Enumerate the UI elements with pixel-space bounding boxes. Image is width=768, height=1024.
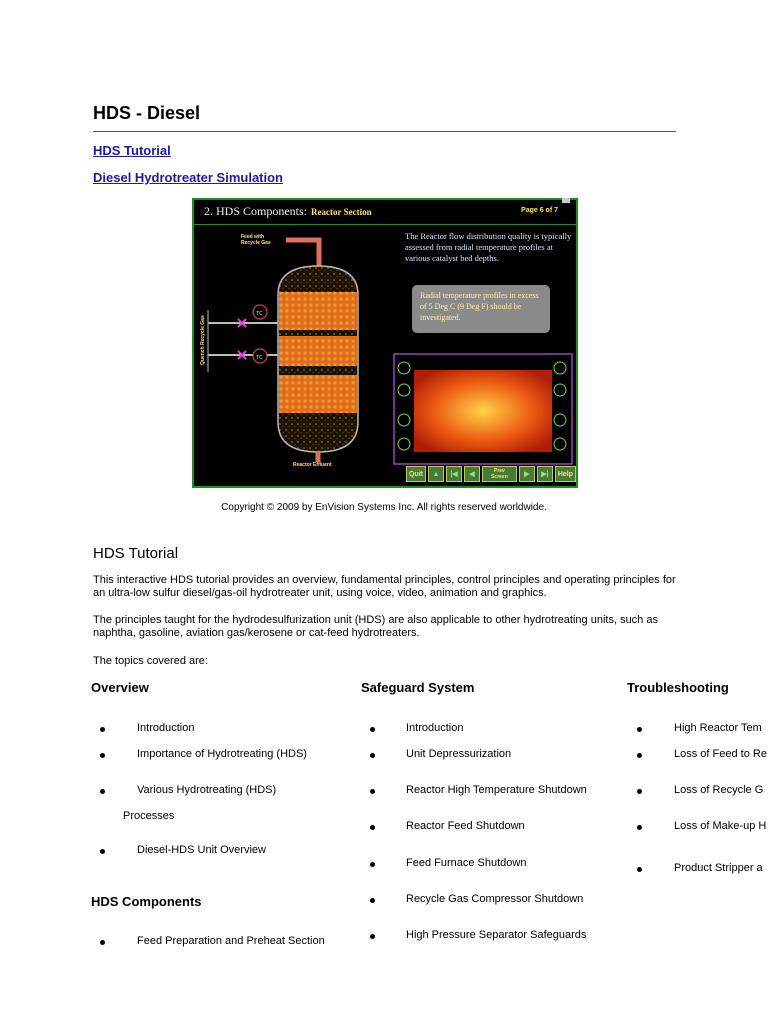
bullet	[370, 789, 375, 794]
up-button[interactable]: ▲	[428, 466, 444, 482]
safeguard-item-feed-shutdown[interactable]: Reactor Feed Shutdown	[406, 820, 525, 832]
bullet	[100, 753, 105, 758]
page-title: HDS - Diesel	[93, 103, 201, 123]
diesel-hydrotreater-simulation-link[interactable]: Diesel Hydrotreater Simulation	[93, 170, 283, 185]
overview-item-introduction[interactable]: Introduction	[137, 722, 195, 734]
topics-intro: The topics covered are:	[93, 655, 208, 667]
first-button[interactable]: |◀	[446, 466, 462, 482]
simulation-subheading: Reactor Section	[311, 207, 372, 217]
principles-paragraph: The principles taught for the hydrodesulfurization unit (HDS) are also applicable to other hydrotreating units, such as naphtha, gasoline, aviation gas/kerosene or cat-feed hydrotreaters.	[93, 614, 658, 639]
bullet	[370, 934, 375, 939]
radial-temperature-map	[414, 370, 552, 452]
safeguard-heading: Safeguard System	[361, 680, 475, 695]
overview-item-unit-overview[interactable]: Diesel-HDS Unit Overview	[137, 844, 266, 856]
safeguard-item-compressor-shutdown[interactable]: Recycle Gas Compressor Shutdown	[406, 893, 584, 905]
bullet	[637, 753, 642, 758]
bullet	[370, 898, 375, 903]
bullet	[370, 727, 375, 732]
next-button[interactable]: ▶	[519, 466, 535, 482]
svg-text:TC: TC	[256, 311, 263, 317]
bullet	[100, 789, 105, 794]
bullet	[370, 825, 375, 830]
prev-screen-button[interactable]: Prev Screen	[482, 466, 517, 482]
troubleshooting-item-loss-of-feed[interactable]: Loss of Feed to Re	[674, 748, 767, 760]
overview-heading: Overview	[91, 680, 149, 695]
simulation-description: The Reactor flow distribution quality is typically assessed from radial temperature profiles at various catalyst bed depths.	[405, 231, 572, 263]
simulation-controls	[406, 466, 576, 484]
bullet	[100, 940, 105, 945]
quit-button[interactable]: Quit	[406, 466, 426, 482]
back-button[interactable]: ◀	[464, 466, 480, 482]
simulation-note: Radial temperature profiles in excess of 5 Deg C (9 Deg F) should be investigated.	[412, 285, 550, 333]
hds-tutorial-link[interactable]: HDS Tutorial	[93, 143, 171, 158]
bullet	[370, 862, 375, 867]
effluent-label: Reactor Effluent	[293, 462, 332, 468]
bullet	[637, 789, 642, 794]
components-heading: HDS Components	[91, 894, 202, 909]
troubleshooting-item-high-reactor-temp[interactable]: High Reactor Tem	[674, 722, 762, 734]
intro-paragraph: This interactive HDS tutorial provides an overview, fundamental principles, control principles and operating principles for an ultra-low sulfur diesel/gas-oil hydrotreater unit, using voice, video, animation and graphics.	[93, 574, 676, 599]
overview-item-various-processes-cont[interactable]: Processes	[123, 810, 175, 822]
safeguard-item-furnace-shutdown[interactable]: Feed Furnace Shutdown	[406, 857, 527, 869]
troubleshooting-item-loss-of-makeup[interactable]: Loss of Make-up H	[674, 820, 767, 832]
svg-text:TC: TC	[256, 355, 263, 361]
bullet	[637, 727, 642, 732]
overview-item-various-processes[interactable]: Various Hydrotreating (HDS)	[137, 784, 277, 796]
bullet	[637, 867, 642, 872]
quench-label: Quench Recycle Gas	[200, 315, 206, 365]
last-button[interactable]: ▶|	[537, 466, 553, 482]
bullet	[637, 825, 642, 830]
components-item-feed-preparation[interactable]: Feed Preparation and Preheat Section	[137, 935, 325, 947]
section-title: HDS Tutorial	[93, 545, 179, 562]
catalyst-bed-1	[279, 292, 357, 330]
safeguard-item-high-temp-shutdown[interactable]: Reactor High Temperature Shutdown	[406, 784, 587, 796]
catalyst-bed-2	[279, 336, 357, 366]
title-divider	[93, 131, 676, 132]
safeguard-item-separator-safeguards[interactable]: High Pressure Separator Safeguards	[406, 929, 587, 941]
safeguard-item-depressurization[interactable]: Unit Depressurization	[406, 748, 512, 760]
overview-item-importance[interactable]: Importance of Hydrotreating (HDS)	[137, 748, 307, 760]
copyright-text: Copyright © 2009 by EnVision Systems Inc. All rights reserved worldwide.	[221, 502, 547, 513]
simulation-heading: 2. HDS Components:	[204, 204, 308, 218]
troubleshooting-item-product-stripper[interactable]: Product Stripper a	[674, 862, 763, 874]
bullet	[100, 849, 105, 854]
help-button[interactable]: Help	[555, 466, 576, 482]
simulation-preview[interactable]	[192, 198, 578, 488]
bullet	[370, 753, 375, 758]
troubleshooting-heading: Troubleshooting	[627, 680, 729, 695]
catalyst-bed-3	[279, 375, 357, 413]
feed-inlet-pipe	[286, 240, 319, 266]
feed-label: Feed with Recycle Gas	[241, 234, 271, 246]
simulation-page-indicator: Page 6 of 7	[521, 207, 558, 214]
bullet	[100, 727, 105, 732]
troubleshooting-item-loss-of-recycle-gas[interactable]: Loss of Recycle G	[674, 784, 764, 796]
safeguard-item-introduction[interactable]: Introduction	[406, 722, 464, 734]
